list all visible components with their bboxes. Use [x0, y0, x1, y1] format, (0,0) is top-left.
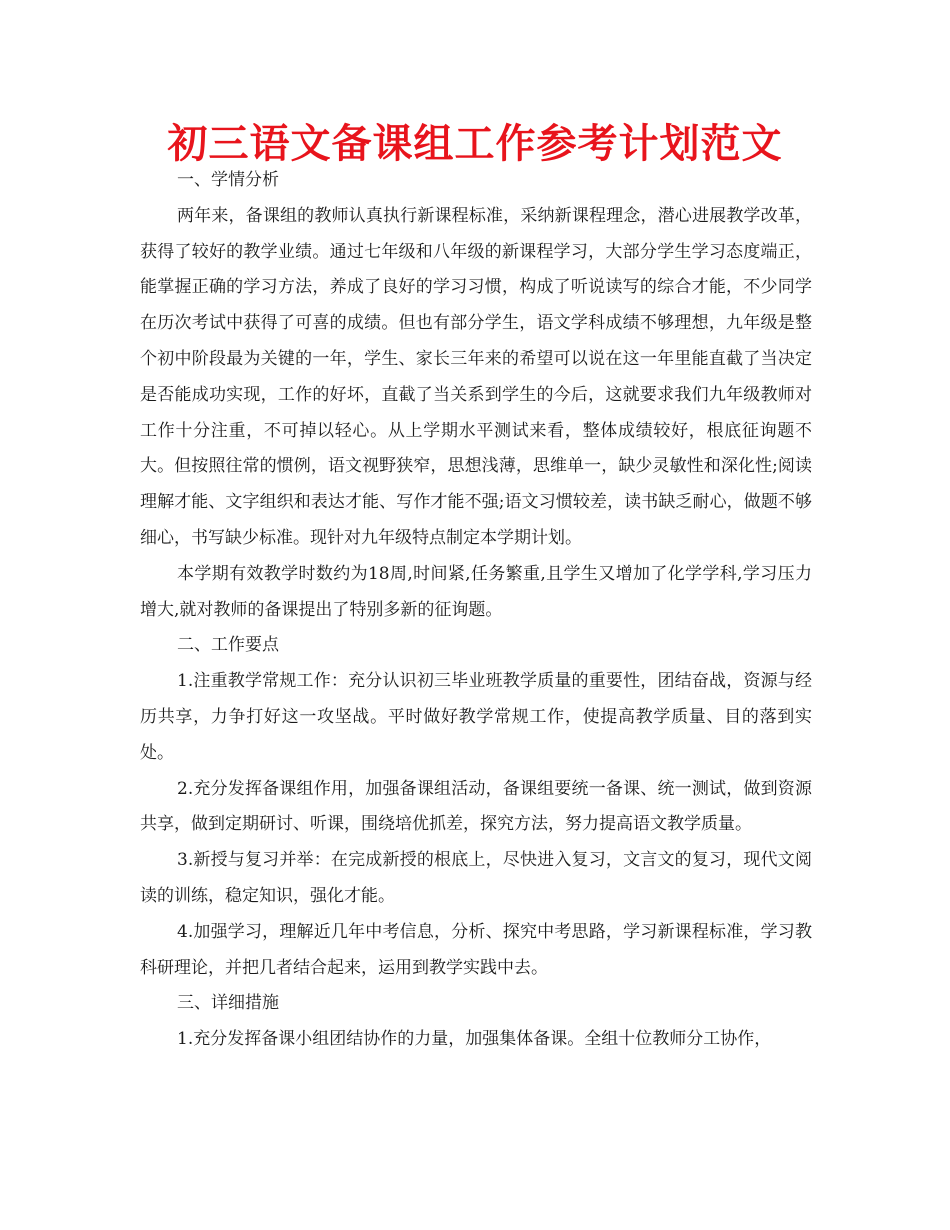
work-point-4: 4.加强学习，理解近几年中考信息，分析、探究中考思路，学习新课程标准，学习教科研理论，并把几者结合起来，运用到教学实践中去。 — [140, 921, 812, 978]
document-body — [140, 163, 812, 1058]
section-heading-measures: 三、详细措施 — [177, 993, 279, 1014]
work-point-2: 2.充分发挥备课组作用，加强备课组活动，备课组要统一备课、统一测试，做到资源共享，做到定期研讨、听课，围绕培优抓差，探究方法，努力提高语文教学质量。 — [140, 778, 812, 835]
paragraph-semester-time: 本学期有效教学时数约为18周,时间紧,任务繁重,且学生又增加了化学学科,学习压力增大,就对教师的备课提出了特别多新的征询题。 — [140, 563, 812, 620]
work-point-3: 3.新授与复习并举：在完成新授的根底上，尽快进入复习，文言文的复习，现代文阅读的训练，稳定知识，强化才能。 — [140, 850, 812, 906]
measure-1: 1.充分发挥备课小组团结协作的力量，加强集体备课。全组十位教师分工协作， — [177, 1029, 772, 1050]
document-title: 初三语文备课组工作参考计划范文 — [167, 121, 783, 167]
section-heading-situation-analysis: 一、学情分析 — [177, 170, 279, 190]
section-heading-work-points: 二、工作要点 — [177, 635, 279, 656]
paragraph-situation-overview: 两年来，备课组的教师认真执行新课程标准，采纳新课程理念，潜心进展教学改革，获得了较好的教学业绩。通过七年级和八年级的新课程学习，大部分学生学习态度端正，能掌握正确的学习方法，养成了良好的学习习惯，构成了听说读写的综合才能，不少同学在历次考试中获得了可喜的成绩。但也有部分学生，语文学科成绩不够理想，九年级是整个初中阶段最为关键的一年，学生、家长三年来的希望可以说在这一年里能直截了当决定是否能成功实现，工作的好坏，直截了当关系到学生的今后，这就要求我们九年级教师对工作十分注重，不可掉以轻心。从上学期水平测试来看，整体成绩较好，根底征询题不大。但按照往常的惯例，语文视野狭窄，思想浅薄，思维单一，缺少灵敏性和深化性;阅读理解才能、文字组织和表达才能、写作才能不强;语文习惯较差，读书缺乏耐心，做题不够细心，书写缺少标准。现针对九年级特点制定本学期计划。 — [140, 205, 812, 548]
work-point-1: 1.注重教学常规工作：充分认识初三毕业班教学质量的重要性，团结奋战，资源与经历共享，力争打好这一攻坚战。平时做好教学常规工作，使提高教学质量、目的落到实处。 — [140, 671, 812, 763]
